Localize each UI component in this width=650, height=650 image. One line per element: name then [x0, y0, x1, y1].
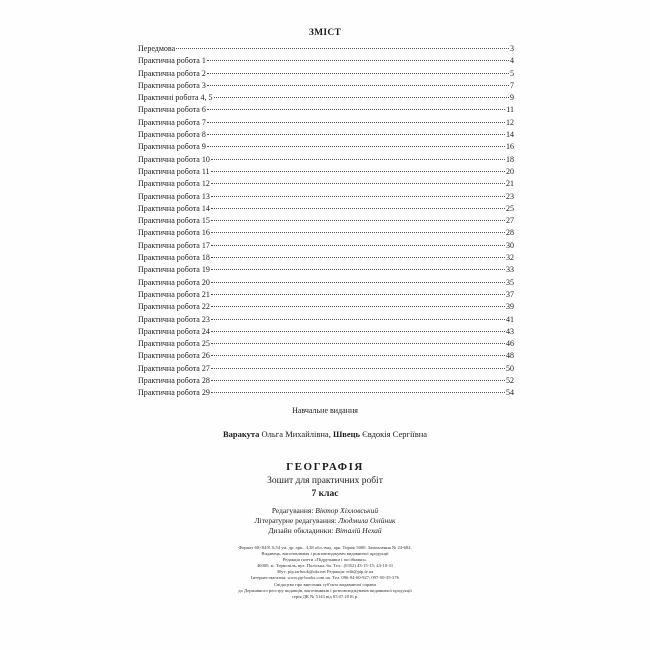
author1-surname: Варакута: [222, 429, 260, 439]
toc-row: [138, 141, 514, 153]
toc-row: [138, 43, 514, 55]
credit-cover-name: Віталій Нехай: [335, 526, 382, 535]
toc-row: [138, 363, 514, 375]
toc-leader-dots: [211, 256, 505, 258]
toc-row: [138, 166, 514, 178]
toc-entry-page: 21: [506, 179, 514, 189]
toc-row: [138, 338, 514, 350]
imprint-line: 46000, м. Тернопіль, вул. Поліська, 6а. Тел.: (0352) 43-15-15; 43-10-31: [256, 563, 394, 569]
toc-entry-page: 41: [506, 314, 514, 324]
credit-literary-label: Літературне редагування:: [254, 516, 337, 525]
toc-row: [138, 178, 514, 190]
toc-leader-dots: [211, 330, 505, 332]
imprint-line: Редакція газети «Підручники і посібники».: [282, 557, 368, 563]
toc-row: [138, 240, 514, 252]
credit-cover-label: Дизайн обкладинки:: [268, 526, 334, 535]
toc-row: [138, 203, 514, 215]
toc-leader-dots: [211, 354, 505, 356]
author1-name: Ольга Михайлівна,: [261, 429, 331, 439]
toc-row: [138, 55, 514, 67]
toc-entry-page: 52: [506, 376, 514, 386]
toc-entry-page: 14: [506, 130, 514, 140]
toc-entry-page: 39: [506, 302, 514, 312]
toc-leader-dots: [207, 84, 509, 86]
toc-entry-page: 27: [506, 216, 514, 226]
toc-entry-label: Практична робота 14: [138, 203, 210, 213]
toc-entry-label: Практична робота 8: [138, 130, 206, 140]
imprint-line: серія ДК № 5143 від 05.07.2016 р.: [291, 593, 359, 599]
toc-row: [138, 326, 514, 338]
toc-row: [138, 215, 514, 227]
credit-editing: [0, 506, 650, 515]
toc-row: [138, 92, 514, 104]
toc-entry-page: 37: [506, 289, 514, 299]
book-subject: ГЕОГРАФІЯ: [286, 461, 364, 473]
imprint-line: Формат 60×84/8. 6,54 ум. др. арк., 4,38 обл.-вид. арк. Тираж 5000. Замовлення № 24-684.: [238, 545, 412, 550]
book-grade: 7 клас: [311, 489, 339, 499]
toc-entry-label: Практична робота 13: [138, 191, 210, 201]
toc-row: [138, 375, 514, 387]
toc-entry-page: 50: [506, 363, 514, 373]
toc-entry-label: Практична робота 23: [138, 314, 210, 324]
toc-entry-label: Практична робота 16: [138, 228, 210, 238]
toc-row: [138, 117, 514, 129]
toc-row: [138, 80, 514, 92]
toc-entry-label: Практична робота 25: [138, 339, 210, 349]
toc-leader-dots: [211, 244, 505, 246]
toc-leader-dots: [207, 121, 505, 123]
toc-row: [138, 277, 514, 289]
toc-leader-dots: [211, 305, 505, 307]
toc-row: [138, 387, 514, 399]
toc-entry-page: 11: [506, 105, 514, 115]
toc-row: [138, 68, 514, 80]
toc-row: [138, 350, 514, 362]
toc-leader-dots: [207, 59, 509, 61]
toc-entry-page: 46: [506, 339, 514, 349]
imprint-line: Видавець, виготовлювач і розповсюджувач видавничої продукції: [261, 551, 389, 557]
toc-row: [138, 227, 514, 239]
toc-leader-dots: [211, 170, 505, 172]
toc-entry-page: 3: [510, 44, 514, 53]
toc-leader-dots: [211, 342, 505, 344]
authors-line: [0, 429, 650, 439]
credit-editing-name: Віктор Хіхловський: [315, 506, 379, 515]
imprint-line: Свідоцтво про внесення суб'єкта видавничої справи: [274, 581, 376, 587]
imprint-line: Інтернет-магазин: www.pp-books.com.ua. Тел. 096-94-60-927; 097-50-35-376: [251, 575, 399, 581]
toc-entry-page: 12: [506, 117, 514, 127]
toc-leader-dots: [207, 72, 509, 74]
toc-leader-dots: [211, 293, 505, 295]
toc-row: [138, 154, 514, 166]
toc-entry-label: Практична робота 26: [138, 351, 210, 361]
toc-row: [138, 252, 514, 264]
toc-entry-page: 48: [506, 351, 514, 361]
toc-entry-page: 54: [506, 388, 514, 398]
toc-entry-label: Практична робота 29: [138, 388, 210, 398]
toc-leader-dots: [211, 182, 505, 184]
toc-leader-dots: [211, 281, 505, 283]
credit-literary-name: Людмила Олійник: [338, 516, 396, 525]
toc-leader-dots: [211, 219, 505, 221]
toc-entry-label: Практична робота 2: [138, 68, 206, 78]
toc-row: [138, 301, 514, 313]
credit-cover: [0, 526, 650, 535]
toc-entry-page: 4: [510, 56, 514, 66]
toc-entry-label: Практична робота 21: [138, 289, 210, 299]
toc-row: [138, 129, 514, 141]
toc-leader-dots: [207, 145, 505, 147]
toc-entry-label: Практична робота 11: [138, 166, 210, 176]
toc-leader-dots: [211, 158, 505, 160]
toc-entry-label: Практична робота 3: [138, 80, 206, 90]
toc-entry-page: 30: [506, 240, 514, 250]
table-of-contents: [138, 43, 514, 400]
toc-entry-label: Практична робота 17: [138, 240, 210, 250]
toc-title: ЗМІСТ: [308, 28, 342, 38]
toc-entry-label: Практична робота 27: [138, 363, 210, 373]
toc-entry-page: 35: [506, 277, 514, 287]
toc-entry-label: Практична робота 7: [138, 117, 206, 127]
author2-name: Євдокія Сергіївна: [362, 429, 428, 439]
toc-leader-dots: [207, 108, 505, 110]
toc-entry-label: Практичні робота 4, 5: [138, 93, 213, 103]
toc-leader-dots: [211, 231, 505, 233]
toc-entry-label: Практична робота 18: [138, 253, 210, 263]
toc-leader-dots: [211, 379, 505, 381]
toc-entry-label: Передмова: [138, 44, 176, 53]
toc-entry-page: 28: [506, 228, 514, 238]
toc-leader-dots: [214, 96, 509, 98]
toc-entry-label: Практична робота 20: [138, 277, 210, 287]
imprint-line: Збут: pip.tarbook@ukr.net Редакція: edit@pip.te.ua: [276, 569, 374, 575]
toc-entry-page: 18: [506, 154, 514, 164]
toc-leader-dots: [211, 367, 505, 369]
credit-literary: [0, 516, 650, 525]
toc-entry-page: 7: [510, 80, 514, 90]
toc-entry-page: 32: [506, 253, 514, 263]
imprint-block: [0, 545, 650, 600]
toc-entry-label: Практична робота 15: [138, 216, 210, 226]
toc-entry-page: 33: [506, 265, 514, 275]
toc-entry-label: Практична робота 24: [138, 326, 210, 336]
imprint-line: до Державного реєстру видавців, виготівників і розповсюджувачів видавничої продукції: [238, 587, 412, 593]
toc-leader-dots: [211, 391, 505, 393]
edition-type: Навчальне видання: [292, 406, 358, 415]
toc-row: [138, 104, 514, 116]
toc-entry-label: Практична робота 22: [138, 302, 210, 312]
toc-entry-page: 23: [506, 191, 514, 201]
toc-entry-page: 25: [506, 203, 514, 213]
toc-entry-page: 20: [506, 166, 514, 176]
toc-entry-label: Практична робота 9: [138, 142, 206, 152]
toc-entry-label: Практична робота 28: [138, 376, 210, 386]
toc-entry-page: 16: [506, 142, 514, 152]
toc-leader-dots: [211, 268, 505, 270]
book-subtitle: Зошит для практичних робіт: [267, 476, 383, 486]
toc-row: [138, 264, 514, 276]
author2-surname: Швець: [332, 429, 361, 439]
toc-leader-dots: [211, 195, 505, 197]
toc-row: [138, 191, 514, 203]
toc-entry-label: Практична робота 12: [138, 179, 210, 189]
toc-entry-page: 5: [510, 68, 514, 78]
toc-entry-page: 43: [506, 326, 514, 336]
toc-leader-dots: [211, 318, 505, 320]
toc-leader-dots: [207, 133, 505, 135]
toc-row: [138, 314, 514, 326]
toc-entry-label: Практична робота 1: [138, 56, 206, 66]
credit-editing-label: Редагування:: [271, 506, 314, 515]
toc-leader-dots: [211, 207, 505, 209]
toc-entry-label: Практична робота 6: [138, 105, 206, 115]
toc-leader-dots: [176, 47, 509, 49]
toc-row: [138, 289, 514, 301]
toc-entry-label: Практична робота 10: [138, 154, 210, 164]
toc-entry-page: 9: [510, 93, 514, 103]
toc-entry-label: Практична робота 19: [138, 265, 210, 275]
